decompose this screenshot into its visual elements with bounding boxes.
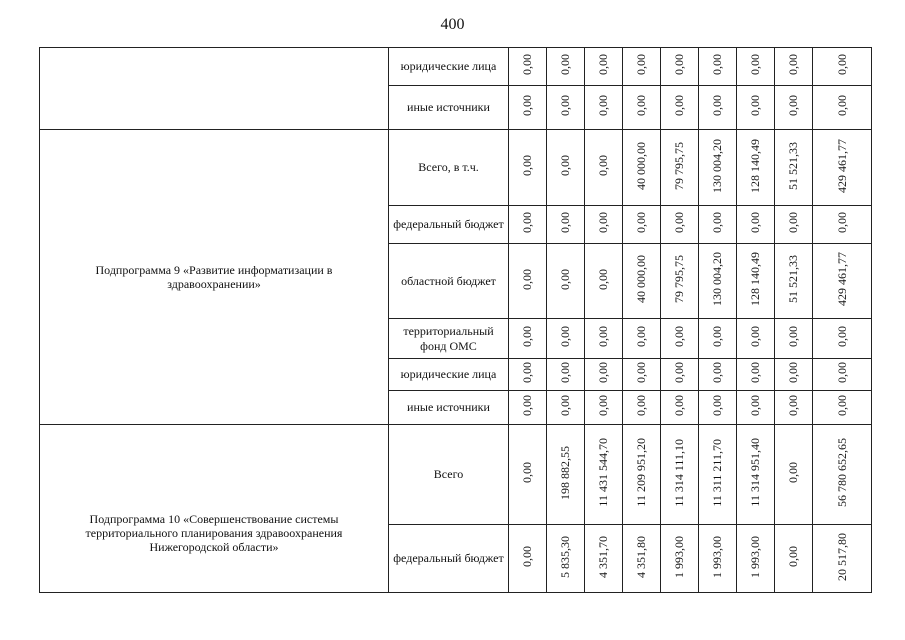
value-text: 429 461,77 <box>834 138 849 193</box>
value-text: 0,00 <box>596 155 610 176</box>
program-name-cell: Подпрограмма 9 «Развитие информатизации в здравоохранении» <box>40 130 389 425</box>
value-text: 0,00 <box>558 95 572 116</box>
value-text: 0,00 <box>596 395 610 416</box>
value-cell <box>699 206 737 244</box>
value-cell <box>547 319 585 359</box>
value-text: 0,00 <box>710 326 724 347</box>
value-text: 4 351,70 <box>596 535 610 578</box>
value-text: 40 000,00 <box>634 141 648 190</box>
value-text: 0,00 <box>748 54 762 75</box>
value-text: 0,00 <box>672 54 686 75</box>
value-cell <box>547 130 585 206</box>
value-cell <box>813 525 872 593</box>
value-cell <box>661 130 699 206</box>
value-text: 0,00 <box>710 54 724 75</box>
value-text: 0,00 <box>786 362 800 383</box>
value-text: 0,00 <box>520 268 534 290</box>
value-text: 0,00 <box>558 362 572 383</box>
value-cell <box>699 425 737 525</box>
funding-source-cell: иные источники <box>389 391 509 425</box>
value-text: 0,00 <box>672 326 686 347</box>
value-cell <box>737 359 775 391</box>
value-cell <box>509 425 547 525</box>
value-text: 0,00 <box>834 95 849 116</box>
value-cell <box>547 86 585 130</box>
value-cell <box>775 525 813 593</box>
value-text: 0,00 <box>634 362 648 383</box>
value-cell <box>585 48 623 86</box>
value-cell <box>699 319 737 359</box>
funding-source-cell: иные источники <box>389 86 509 130</box>
value-text: 429 461,77 <box>834 252 849 306</box>
value-cell <box>623 130 661 206</box>
value-text: 0,00 <box>834 212 849 233</box>
value-text: 0,00 <box>748 362 762 383</box>
value-cell <box>699 48 737 86</box>
value-text: 4 351,80 <box>634 535 648 578</box>
value-text: 0,00 <box>634 54 648 75</box>
value-cell <box>661 359 699 391</box>
value-cell <box>699 244 737 319</box>
value-cell <box>623 206 661 244</box>
value-text: 5 835,30 <box>558 535 572 578</box>
funding-source-cell: юридические лица <box>389 359 509 391</box>
value-cell <box>813 359 872 391</box>
value-cell <box>509 86 547 130</box>
value-text: 198 882,55 <box>558 445 572 500</box>
value-cell <box>509 525 547 593</box>
value-text: 11 314 111,10 <box>672 438 686 507</box>
value-cell <box>813 86 872 130</box>
value-text: 0,00 <box>520 54 534 75</box>
value-cell <box>585 244 623 319</box>
value-cell <box>737 525 775 593</box>
value-cell <box>661 525 699 593</box>
value-cell <box>813 48 872 86</box>
value-text: 0,00 <box>834 54 849 75</box>
value-text: 0,00 <box>748 95 762 116</box>
value-text: 0,00 <box>748 395 762 416</box>
value-cell <box>509 319 547 359</box>
value-cell <box>813 391 872 425</box>
value-text: 0,00 <box>710 395 724 416</box>
value-cell <box>737 48 775 86</box>
value-cell <box>623 525 661 593</box>
value-text: 0,00 <box>710 212 724 233</box>
value-cell <box>737 425 775 525</box>
value-text: 11 209 951,20 <box>634 438 648 507</box>
funding-source-cell: федеральный бюджет <box>389 525 509 593</box>
value-text: 0,00 <box>596 268 610 290</box>
value-text: 1 993,00 <box>710 535 724 578</box>
funding-source-cell: федеральный бюджет <box>389 206 509 244</box>
value-cell <box>699 86 737 130</box>
funding-source-cell: областной бюджет <box>389 244 509 319</box>
value-cell <box>699 525 737 593</box>
value-text: 0,00 <box>634 395 648 416</box>
value-cell <box>661 86 699 130</box>
value-cell <box>699 359 737 391</box>
value-cell <box>661 425 699 525</box>
value-text: 0,00 <box>672 95 686 116</box>
value-text: 1 993,00 <box>748 535 762 578</box>
value-text: 0,00 <box>834 326 849 347</box>
table-row <box>40 130 872 206</box>
value-text: 0,00 <box>786 212 800 233</box>
value-text: 130 004,20 <box>710 138 724 193</box>
value-text: 1 993,00 <box>672 535 686 578</box>
value-cell <box>547 425 585 525</box>
table-row <box>40 48 872 86</box>
value-cell <box>547 525 585 593</box>
value-cell <box>775 86 813 130</box>
value-text: 0,00 <box>596 326 610 347</box>
value-cell <box>623 391 661 425</box>
value-text: 79 795,75 <box>672 255 686 303</box>
funding-source-cell: Всего <box>389 425 509 525</box>
value-cell <box>775 48 813 86</box>
value-text: 0,00 <box>834 395 849 416</box>
value-cell <box>547 359 585 391</box>
value-text: 0,00 <box>520 546 534 567</box>
value-cell <box>699 130 737 206</box>
value-cell <box>737 391 775 425</box>
value-cell <box>585 525 623 593</box>
value-text: 0,00 <box>558 155 572 176</box>
value-text: 0,00 <box>596 362 610 383</box>
value-cell <box>623 244 661 319</box>
value-text: 0,00 <box>786 95 800 116</box>
value-cell <box>813 206 872 244</box>
value-cell <box>623 425 661 525</box>
value-cell <box>661 319 699 359</box>
value-text: 11 314 951,40 <box>748 438 762 507</box>
value-text: 0,00 <box>558 395 572 416</box>
value-cell <box>699 391 737 425</box>
value-text: 0,00 <box>520 95 534 116</box>
value-cell <box>661 244 699 319</box>
value-cell <box>737 244 775 319</box>
value-cell <box>623 319 661 359</box>
value-text: 79 795,75 <box>672 141 686 190</box>
value-text: 0,00 <box>520 462 534 483</box>
table-row <box>40 425 872 525</box>
value-text: 0,00 <box>596 212 610 233</box>
value-cell <box>547 206 585 244</box>
value-cell <box>737 319 775 359</box>
value-cell <box>737 130 775 206</box>
value-text: 0,00 <box>786 326 800 347</box>
value-cell <box>813 425 872 525</box>
value-text: 0,00 <box>634 95 648 116</box>
value-cell <box>509 130 547 206</box>
value-text: 56 780 652,65 <box>834 438 849 507</box>
value-text: 51 521,33 <box>786 255 800 303</box>
value-cell <box>547 48 585 86</box>
value-cell <box>585 391 623 425</box>
value-cell <box>585 86 623 130</box>
value-cell <box>775 391 813 425</box>
value-text: 0,00 <box>558 212 572 233</box>
value-cell <box>509 391 547 425</box>
value-cell <box>775 359 813 391</box>
value-cell <box>585 359 623 391</box>
funding-table <box>39 47 872 593</box>
value-cell <box>509 244 547 319</box>
value-text: 0,00 <box>748 326 762 347</box>
value-cell <box>585 425 623 525</box>
value-text: 0,00 <box>520 362 534 383</box>
value-cell <box>623 86 661 130</box>
value-text: 0,00 <box>786 462 800 483</box>
program-name-cell <box>40 48 389 130</box>
value-cell <box>623 48 661 86</box>
value-text: 20 517,80 <box>834 532 849 581</box>
value-text: 0,00 <box>520 155 534 176</box>
value-text: 128 140,49 <box>748 252 762 306</box>
value-text: 11 311 211,70 <box>710 438 724 507</box>
value-cell <box>509 48 547 86</box>
value-text: 0,00 <box>834 362 849 383</box>
value-text: 0,00 <box>596 95 610 116</box>
value-text: 0,00 <box>558 268 572 290</box>
value-text: 0,00 <box>786 546 800 567</box>
value-text: 0,00 <box>672 362 686 383</box>
value-cell <box>775 425 813 525</box>
value-text: 0,00 <box>786 54 800 75</box>
value-text: 0,00 <box>672 395 686 416</box>
value-text: 0,00 <box>710 362 724 383</box>
value-text: 0,00 <box>558 54 572 75</box>
value-text: 40 000,00 <box>634 255 648 303</box>
value-text: 51 521,33 <box>786 141 800 190</box>
value-text: 11 431 544,70 <box>596 438 610 507</box>
value-cell <box>509 206 547 244</box>
value-text: 0,00 <box>634 326 648 347</box>
value-cell <box>737 206 775 244</box>
page-number: 400 <box>440 16 465 33</box>
value-text: 0,00 <box>786 395 800 416</box>
value-text: 0,00 <box>634 212 648 233</box>
value-cell <box>737 86 775 130</box>
value-cell <box>585 319 623 359</box>
value-text: 0,00 <box>520 326 534 347</box>
value-text: 0,00 <box>558 326 572 347</box>
value-cell <box>813 319 872 359</box>
value-cell <box>547 391 585 425</box>
value-cell <box>813 244 872 319</box>
value-cell <box>509 359 547 391</box>
funding-source-cell: юридические лица <box>389 48 509 86</box>
value-cell <box>547 244 585 319</box>
value-text: 0,00 <box>672 212 686 233</box>
value-cell <box>661 206 699 244</box>
value-cell <box>661 48 699 86</box>
value-cell <box>775 130 813 206</box>
value-cell <box>813 130 872 206</box>
value-cell <box>775 244 813 319</box>
value-text: 0,00 <box>748 212 762 233</box>
value-cell <box>585 130 623 206</box>
value-text: 0,00 <box>520 212 534 233</box>
value-cell <box>661 391 699 425</box>
program-name-cell: Подпрограмма 10 «Совершенствование системы территориального планирования здравоохранения Нижегородской области» <box>40 425 389 593</box>
value-cell <box>775 319 813 359</box>
value-text: 0,00 <box>520 395 534 416</box>
value-cell <box>775 206 813 244</box>
value-cell <box>585 206 623 244</box>
value-text: 130 004,20 <box>710 252 724 306</box>
funding-source-cell: Всего, в т.ч. <box>389 130 509 206</box>
value-text: 0,00 <box>710 95 724 116</box>
funding-source-cell: территориальный фонд ОМС <box>389 319 509 359</box>
value-text: 0,00 <box>596 54 610 75</box>
value-text: 128 140,49 <box>748 138 762 193</box>
value-cell <box>623 359 661 391</box>
